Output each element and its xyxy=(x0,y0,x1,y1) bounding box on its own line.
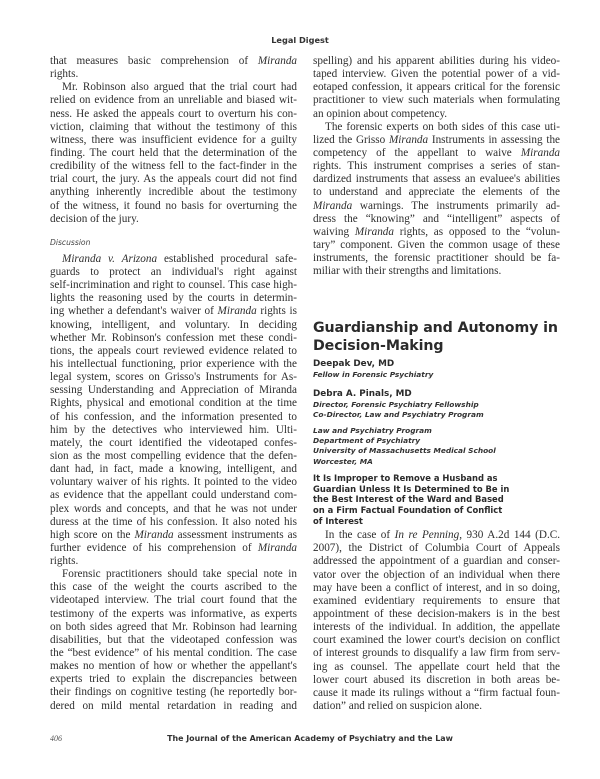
text-line: further evidence of his comprehension of Miranda xyxy=(50,541,297,554)
text-line: Miranda v. Arizona established procedural safe- xyxy=(62,252,297,265)
text-line: sion as the most compelling evidence that the defen- xyxy=(50,449,297,462)
text-line: practitioner to view such materials when formulating xyxy=(313,94,560,107)
text-line: experts tried to explain the discrepancies between xyxy=(50,673,297,686)
text-line: an opinion about competency. xyxy=(313,107,448,120)
text-line: interests of the individual. In addition, the appellate xyxy=(313,621,560,634)
text-line: rights. xyxy=(50,68,79,81)
text-line: miliar with their strengths and limitations. xyxy=(313,265,502,278)
text-line: competency of the appellant to waive Miranda xyxy=(313,146,560,159)
text-line: sessing Understanding and Appreciation of Miranda xyxy=(50,384,297,397)
text-line: 2007), the District of Columbia Court of Appeals xyxy=(313,542,560,555)
case-heading-line: on a Firm Factual Foundation of Conflict xyxy=(313,505,503,516)
text-line: appointment of these decision-makers is in the best xyxy=(313,608,560,621)
case-heading-line: the Best Interest of the Ward and Based xyxy=(313,494,504,505)
text-line: guards to protect an individual's right against xyxy=(50,265,297,278)
text-line: whether Mr. Robinson's confession met these condi- xyxy=(50,331,297,344)
text-line: may have been a conflict of interest, and in so doing, xyxy=(313,581,560,594)
text-line: dation” and relied on suspicion alone. xyxy=(313,700,483,713)
case-heading-line: of Interest xyxy=(313,515,363,526)
text-line: dardized instruments that assess an evaluee's abilities xyxy=(313,173,560,186)
text-line: high score on the Miranda assessment instruments as xyxy=(50,528,297,541)
text-line: viction, claiming that without the testimony of this xyxy=(50,120,297,133)
text-line: addressed the appointment of a guardian and conser- xyxy=(313,555,560,568)
text-line: dered on mild mental retardation in reading and xyxy=(50,699,297,712)
text-line: credibility of the witness fell to the fact-finder in the xyxy=(50,160,297,173)
text-line: decision of the jury. xyxy=(50,212,139,225)
author-role: Co-Director, Law and Psychiatry Program xyxy=(313,410,484,420)
text-line: of interest grounds to disqualify a law firm from serv- xyxy=(313,647,560,660)
text-line: tary” component. Given the common usage of these xyxy=(313,238,560,251)
text-line: his intellectual functioning, prior experience with the xyxy=(50,357,297,370)
text-line: finding. The court held that the determination of the xyxy=(50,146,297,159)
paragraph xyxy=(50,81,297,226)
text-line: dant had, in fact, made a knowing, intelligent, and xyxy=(50,463,297,476)
text-line: Miranda warnings. The instruments primarily ad- xyxy=(313,199,560,212)
author-role: Fellow in Forensic Psychiatry xyxy=(313,370,434,380)
affiliation-line: University of Massachusetts Medical School xyxy=(313,446,496,456)
text-line: ness. He asked the appeals court to overturn his con- xyxy=(50,107,297,120)
text-line: relied on evidence from an unreliable and biased wit- xyxy=(50,94,297,107)
left-column xyxy=(50,55,297,713)
text-line: to understand and appreciate the elements of the xyxy=(313,186,560,199)
author-role: Director, Forensic Psychiatry Fellowship xyxy=(313,399,479,409)
section-title-line: Guardianship and Autonomy in xyxy=(313,320,558,337)
author-name: Debra A. Pinals, MD xyxy=(313,388,412,399)
text-line: of his confession, and the information presented to xyxy=(50,410,297,423)
text-line: waiving Miranda rights, as opposed to the “volun- xyxy=(313,225,560,238)
text-line: spelling) and his apparent abilities during his video- xyxy=(313,55,560,67)
text-line: Forensic practitioners should take special note in xyxy=(62,568,297,581)
paragraph xyxy=(313,121,560,279)
text-line: ing whether a defendant's waiver of Miranda rights is xyxy=(50,305,297,318)
page-number: 406 xyxy=(50,734,62,743)
text-line: taped interview. Given the potential power of a vid- xyxy=(313,68,560,81)
text-line: lized the Grisso Miranda Instruments in assessing the xyxy=(313,133,561,146)
case-heading-line: It Is Improper to Remove a Husband as xyxy=(313,473,498,484)
text-line: rights. This instrument comprises a series of stan- xyxy=(313,160,560,173)
text-line: anything inherently incredible about the testimony xyxy=(50,186,297,199)
affiliation-block xyxy=(313,426,560,468)
text-line: videotaped interview. The trial court found that the xyxy=(50,594,297,607)
text-line: vator over the objection of an individual when there xyxy=(313,568,560,581)
text-line: self-incrimination and right to counsel. This case high- xyxy=(50,279,297,292)
text-line: on both sides agreed that Mr. Robinson had learning xyxy=(50,620,297,633)
text-line: makes no mention of how or whether the appellant's xyxy=(50,660,297,673)
author-name: Deepak Dev, MD xyxy=(313,359,395,370)
discussion-heading: Discussion xyxy=(50,237,91,247)
section-title xyxy=(313,319,560,355)
text-line: lower court abused its discretion in both areas be- xyxy=(313,673,560,686)
text-line: instruments, the forensic practitioner should be fa- xyxy=(313,252,560,265)
text-line: court examined the lower court's decision on conflict xyxy=(313,634,560,647)
paragraph xyxy=(313,55,560,121)
paragraph xyxy=(313,529,560,713)
paragraph xyxy=(50,253,297,568)
text-line: witness, there was insufficient evidence for a guilty xyxy=(50,133,297,146)
text-line: the “best evidence” of his mental condition. The case xyxy=(50,647,297,660)
text-line: testimony of the experts was informative, as experts xyxy=(50,607,297,620)
text-line: rights. xyxy=(50,555,79,568)
text-line: their findings on cognitive testing (he reportedly bor- xyxy=(50,686,297,699)
text-line: examined evidentiary requirements to ensure that xyxy=(313,594,560,607)
text-line: that measures basic comprehension of Miranda xyxy=(50,55,297,67)
page-footer xyxy=(50,734,570,748)
right-column xyxy=(313,55,560,713)
text-line: Mr. Robinson also argued that the trial court had xyxy=(62,81,297,94)
text-line: lights the reasoning used by the courts in determin- xyxy=(50,292,297,305)
text-line: voluntary waiver of his rights. It pointed to the video xyxy=(50,476,297,489)
text-line: The forensic experts on both sides of this case uti- xyxy=(325,120,560,133)
text-line: duress at the time of his confession. It also noted his xyxy=(50,515,297,528)
text-line: this case of the weight the courts ascribed to the xyxy=(50,581,297,594)
text-line: In the case of In re Penning, 930 A.2d 144 (D.C. xyxy=(325,529,560,542)
journal-name: The Journal of the American Academy of Psychiatry and the Law xyxy=(167,734,453,743)
affiliation-line: Worcester, MA xyxy=(313,456,373,466)
case-heading xyxy=(313,473,560,526)
affiliation-line: Department of Psychiatry xyxy=(313,436,421,446)
running-head: Legal Digest xyxy=(271,35,329,45)
text-line: eotaped confession, it appears critical for the forensic xyxy=(313,81,560,94)
text-line: of the witness, it found no basis for overturning the xyxy=(50,199,297,212)
text-line: tions, the appeals court reviewed evidence related to xyxy=(50,344,297,357)
text-line: mately, the court identified the videotaped confes- xyxy=(50,436,297,449)
paragraph xyxy=(50,55,297,81)
text-line: legal system, scores on Grisso's Instruments for As- xyxy=(50,371,297,384)
text-line: him by the detectives who interviewed him. Ulti- xyxy=(50,423,297,436)
case-heading-line: Guardian Unless It Is Determined to Be in xyxy=(313,483,510,494)
text-line: Rights, physical and emotional condition at the time xyxy=(50,397,297,410)
text-line: disabilities, but that the videotaped confession was xyxy=(50,633,297,646)
author-block xyxy=(313,359,560,420)
paragraph xyxy=(50,568,297,713)
affiliation-line: Law and Psychiatry Program xyxy=(313,425,432,435)
text-line: cause it made its rulings without a “firm factual foun- xyxy=(313,686,560,699)
text-line: plex words and concepts, and that he was not under xyxy=(50,502,297,515)
section-title-line: Decision-Making xyxy=(313,338,444,355)
text-line: dress the “knowing” and “intelligent” aspects of xyxy=(313,212,560,225)
text-line: ing as counsel. The appellate court held that the xyxy=(313,660,560,673)
text-line: as evidence that the appellant could understand com- xyxy=(50,489,297,502)
text-line: knowing, intelligent, and voluntary. In deciding xyxy=(50,318,297,331)
text-line: trial court, the jury. As the appeals court did not find xyxy=(50,173,297,186)
